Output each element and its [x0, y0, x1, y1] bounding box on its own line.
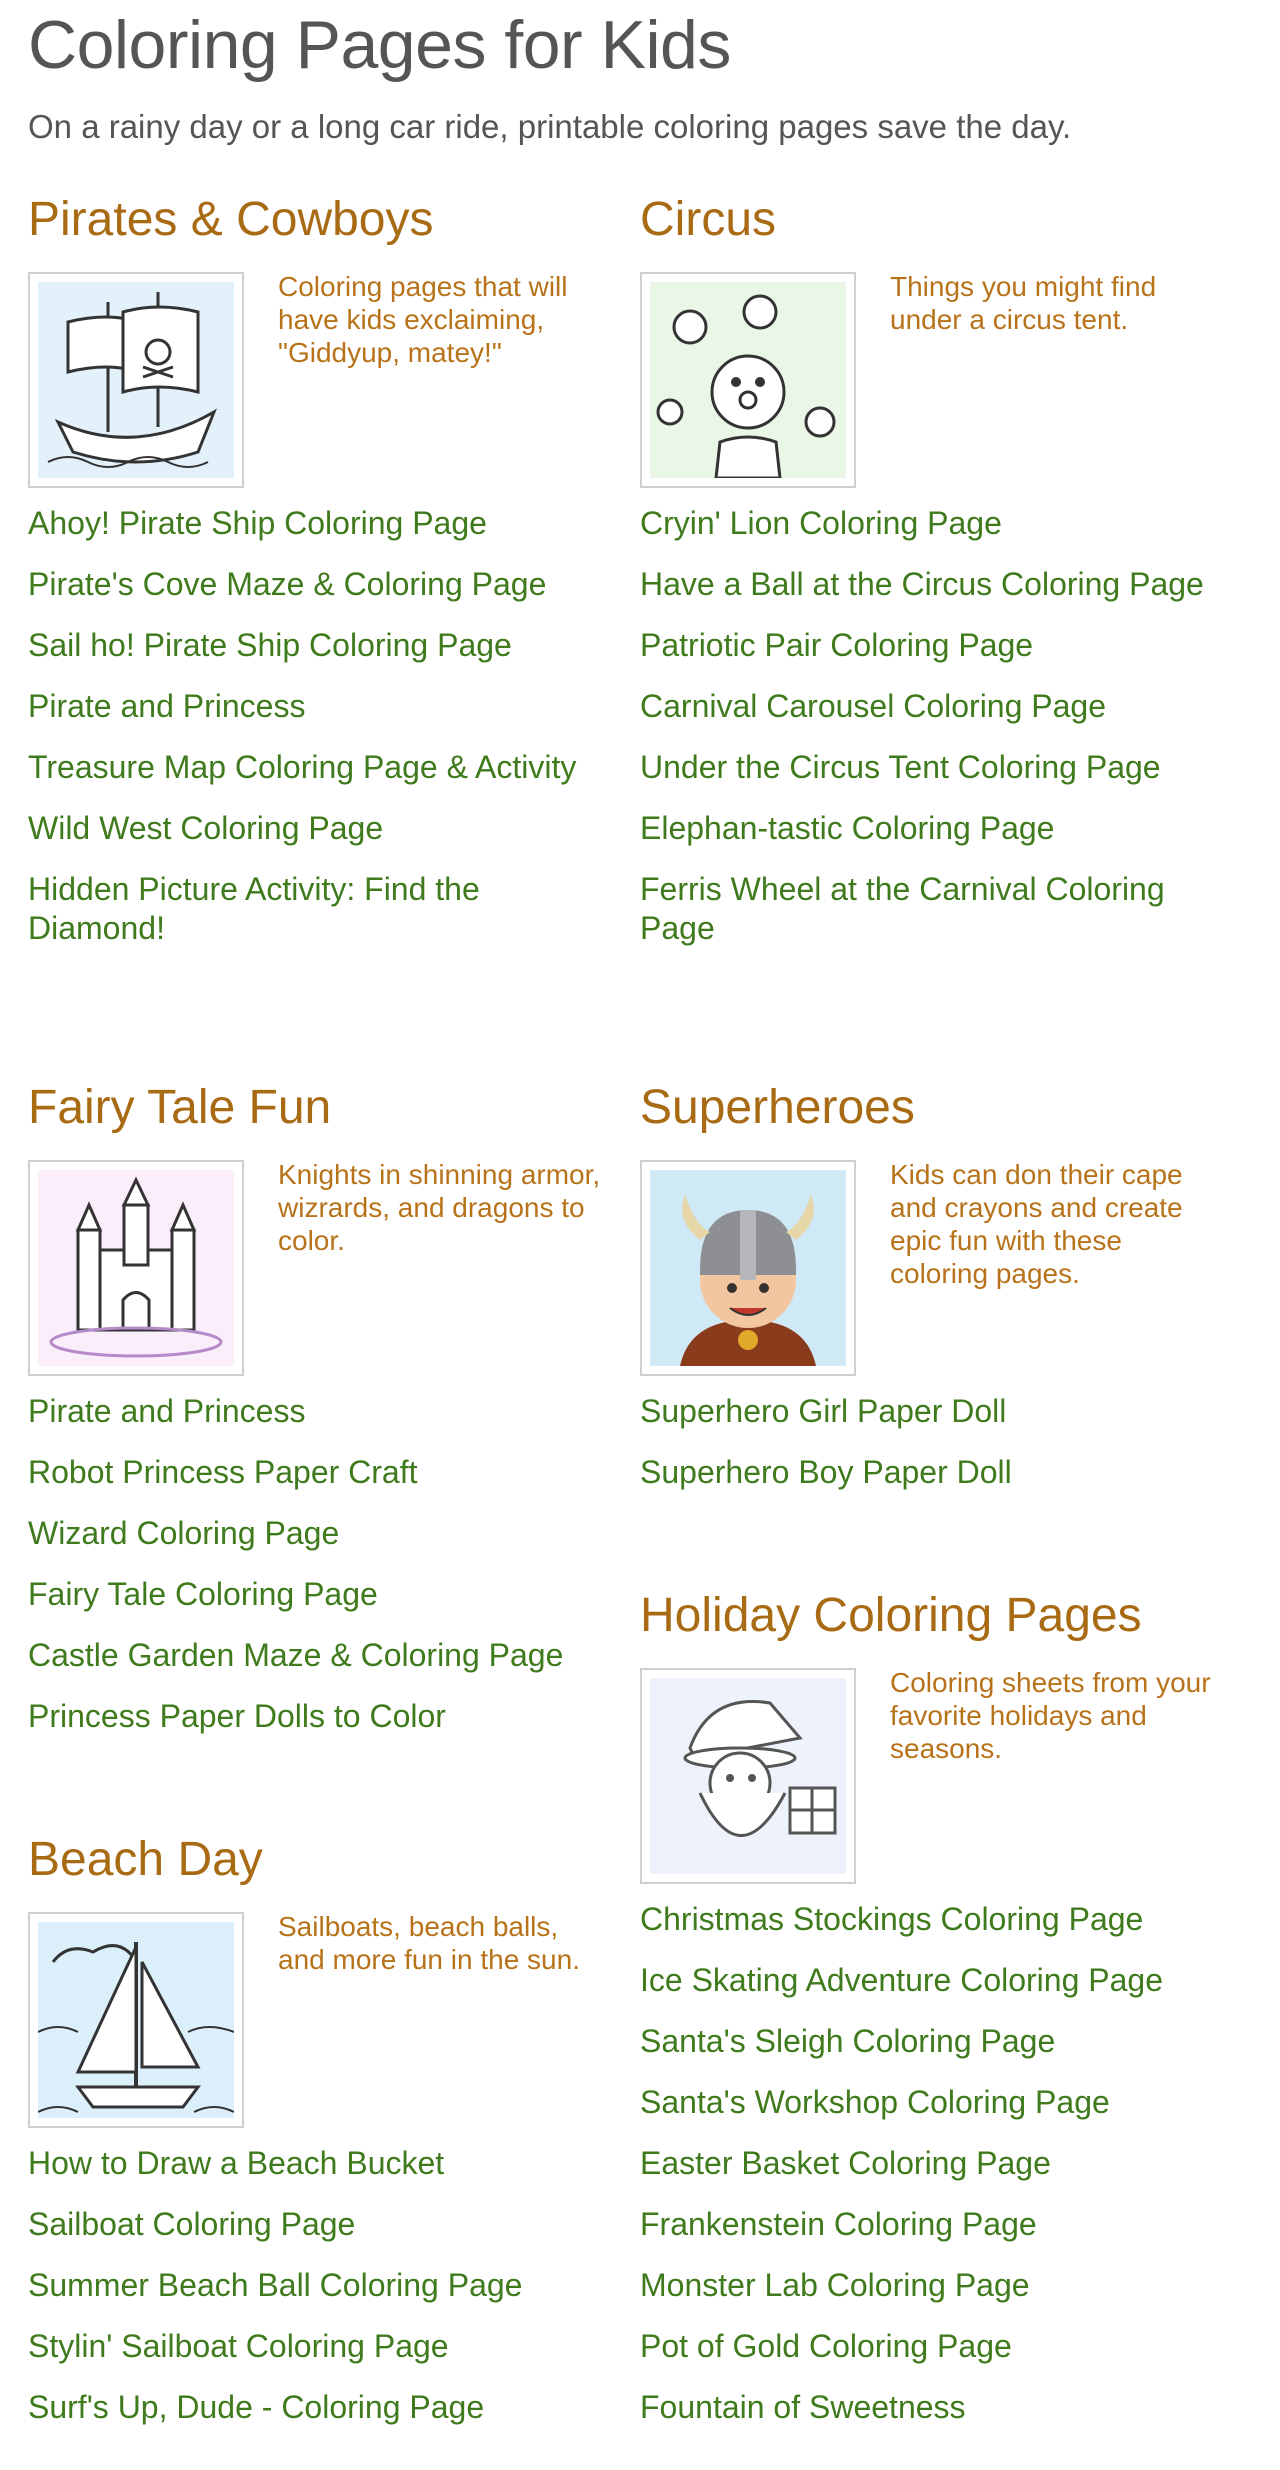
section-description: Kids can don their cape and crayons and create epic fun with these coloring pages.: [890, 1159, 1183, 1289]
thumbnail[interactable]: [640, 1668, 856, 1884]
link-list: [640, 1392, 1220, 1492]
list-item[interactable]: Cryin' Lion Coloring Page: [640, 505, 1002, 541]
section-intro: [640, 1668, 1220, 1890]
list-item[interactable]: Santa's Sleigh Coloring Page: [640, 2023, 1056, 2059]
list-item[interactable]: Fountain of Sweetness: [640, 2389, 966, 2425]
list-item[interactable]: Surf's Up, Dude - Coloring Page: [28, 2389, 485, 2425]
list-item[interactable]: Santa's Workshop Coloring Page: [640, 2084, 1110, 2120]
page-title: Coloring Pages for Kids: [28, 7, 731, 83]
page-subtitle: On a rainy day or a long car ride, printable coloring pages save the day.: [28, 108, 1072, 145]
link-list: [28, 1392, 608, 1736]
section-title[interactable]: Circus: [640, 193, 777, 246]
section-description: Knights in shinning armor, wizrards, and dragons to color.: [278, 1159, 601, 1256]
link-list: [28, 2144, 608, 2427]
thumbnail[interactable]: [640, 1160, 856, 1376]
list-item[interactable]: Elephan-tastic Coloring Page: [640, 810, 1055, 846]
list-item[interactable]: Easter Basket Coloring Page: [640, 2145, 1051, 2181]
section-title[interactable]: Superheroes: [640, 1081, 915, 1134]
list-item[interactable]: Pirate's Cove Maze & Coloring Page: [28, 566, 547, 602]
section-holiday: [640, 1588, 1220, 2449]
section-description: Sailboats, beach balls, and more fun in the sun.: [278, 1911, 580, 1975]
list-item[interactable]: Monster Lab Coloring Page: [640, 2267, 1030, 2303]
section-intro: [640, 272, 1220, 494]
clown-juggler-icon: [650, 282, 846, 478]
thumbnail[interactable]: [28, 1912, 244, 2128]
santa-icon: [650, 1678, 846, 1874]
castle-icon: [38, 1170, 234, 1366]
section-superheroes: [640, 1080, 1220, 1514]
section-title[interactable]: Fairy Tale Fun: [28, 1081, 332, 1134]
pirate-ship-icon: [38, 282, 234, 478]
list-item[interactable]: Summer Beach Ball Coloring Page: [28, 2267, 523, 2303]
section-description: Coloring pages that will have kids exclaiming, "Giddyup, matey!": [278, 271, 568, 368]
list-item[interactable]: Pirate and Princess: [28, 688, 306, 724]
list-item[interactable]: Superhero Boy Paper Doll: [640, 1454, 1012, 1490]
list-item[interactable]: Hidden Picture Activity: Find the Diamond!: [28, 871, 480, 946]
list-item[interactable]: Pot of Gold Coloring Page: [640, 2328, 1012, 2364]
section-intro: [28, 272, 608, 494]
section-intro: [28, 1912, 608, 2134]
section-title[interactable]: Holiday Coloring Pages: [640, 1589, 1142, 1642]
link-list: [28, 504, 608, 948]
section-intro: [28, 1160, 608, 1382]
link-list: [640, 1900, 1220, 2427]
section-description: Things you might find under a circus tent.: [890, 271, 1157, 335]
section-description: Coloring sheets from your favorite holidays and seasons.: [890, 1667, 1211, 1764]
list-item[interactable]: Stylin' Sailboat Coloring Page: [28, 2328, 449, 2364]
list-item[interactable]: Sail ho! Pirate Ship Coloring Page: [28, 627, 512, 663]
list-item[interactable]: Ferris Wheel at the Carnival Coloring Page: [640, 871, 1165, 946]
list-item[interactable]: Castle Garden Maze & Coloring Page: [28, 1637, 564, 1673]
list-item[interactable]: Ice Skating Adventure Coloring Page: [640, 1962, 1163, 1998]
list-item[interactable]: Wizard Coloring Page: [28, 1515, 340, 1551]
list-item[interactable]: Fairy Tale Coloring Page: [28, 1576, 378, 1612]
list-item[interactable]: How to Draw a Beach Bucket: [28, 2145, 445, 2181]
list-item[interactable]: Carnival Carousel Coloring Page: [640, 688, 1107, 724]
list-item[interactable]: Robot Princess Paper Craft: [28, 1454, 418, 1490]
viking-hero-icon: [650, 1170, 846, 1366]
section-pirates-cowboys: [28, 192, 608, 970]
list-item[interactable]: Superhero Girl Paper Doll: [640, 1393, 1007, 1429]
list-item[interactable]: Patriotic Pair Coloring Page: [640, 627, 1034, 663]
list-item[interactable]: Pirate and Princess: [28, 1393, 306, 1429]
list-item[interactable]: Ahoy! Pirate Ship Coloring Page: [28, 505, 487, 541]
section-fairy-tale: [28, 1080, 608, 1758]
thumbnail[interactable]: [640, 272, 856, 488]
list-item[interactable]: Princess Paper Dolls to Color: [28, 1698, 446, 1734]
list-item[interactable]: Treasure Map Coloring Page & Activity: [28, 749, 577, 785]
thumbnail[interactable]: [28, 1160, 244, 1376]
list-item[interactable]: Sailboat Coloring Page: [28, 2206, 356, 2242]
link-list: [640, 504, 1220, 948]
list-item[interactable]: Have a Ball at the Circus Coloring Page: [640, 566, 1204, 602]
section-title[interactable]: Beach Day: [28, 1833, 263, 1886]
section-circus: [640, 192, 1220, 970]
thumbnail[interactable]: [28, 272, 244, 488]
list-item[interactable]: Wild West Coloring Page: [28, 810, 384, 846]
section-intro: [640, 1160, 1220, 1382]
sailboat-icon: [38, 1922, 234, 2118]
section-title[interactable]: Pirates & Cowboys: [28, 193, 434, 246]
section-beach-day: [28, 1832, 608, 2449]
list-item[interactable]: Under the Circus Tent Coloring Page: [640, 749, 1161, 785]
list-item[interactable]: Christmas Stockings Coloring Page: [640, 1901, 1144, 1937]
list-item[interactable]: Frankenstein Coloring Page: [640, 2206, 1037, 2242]
